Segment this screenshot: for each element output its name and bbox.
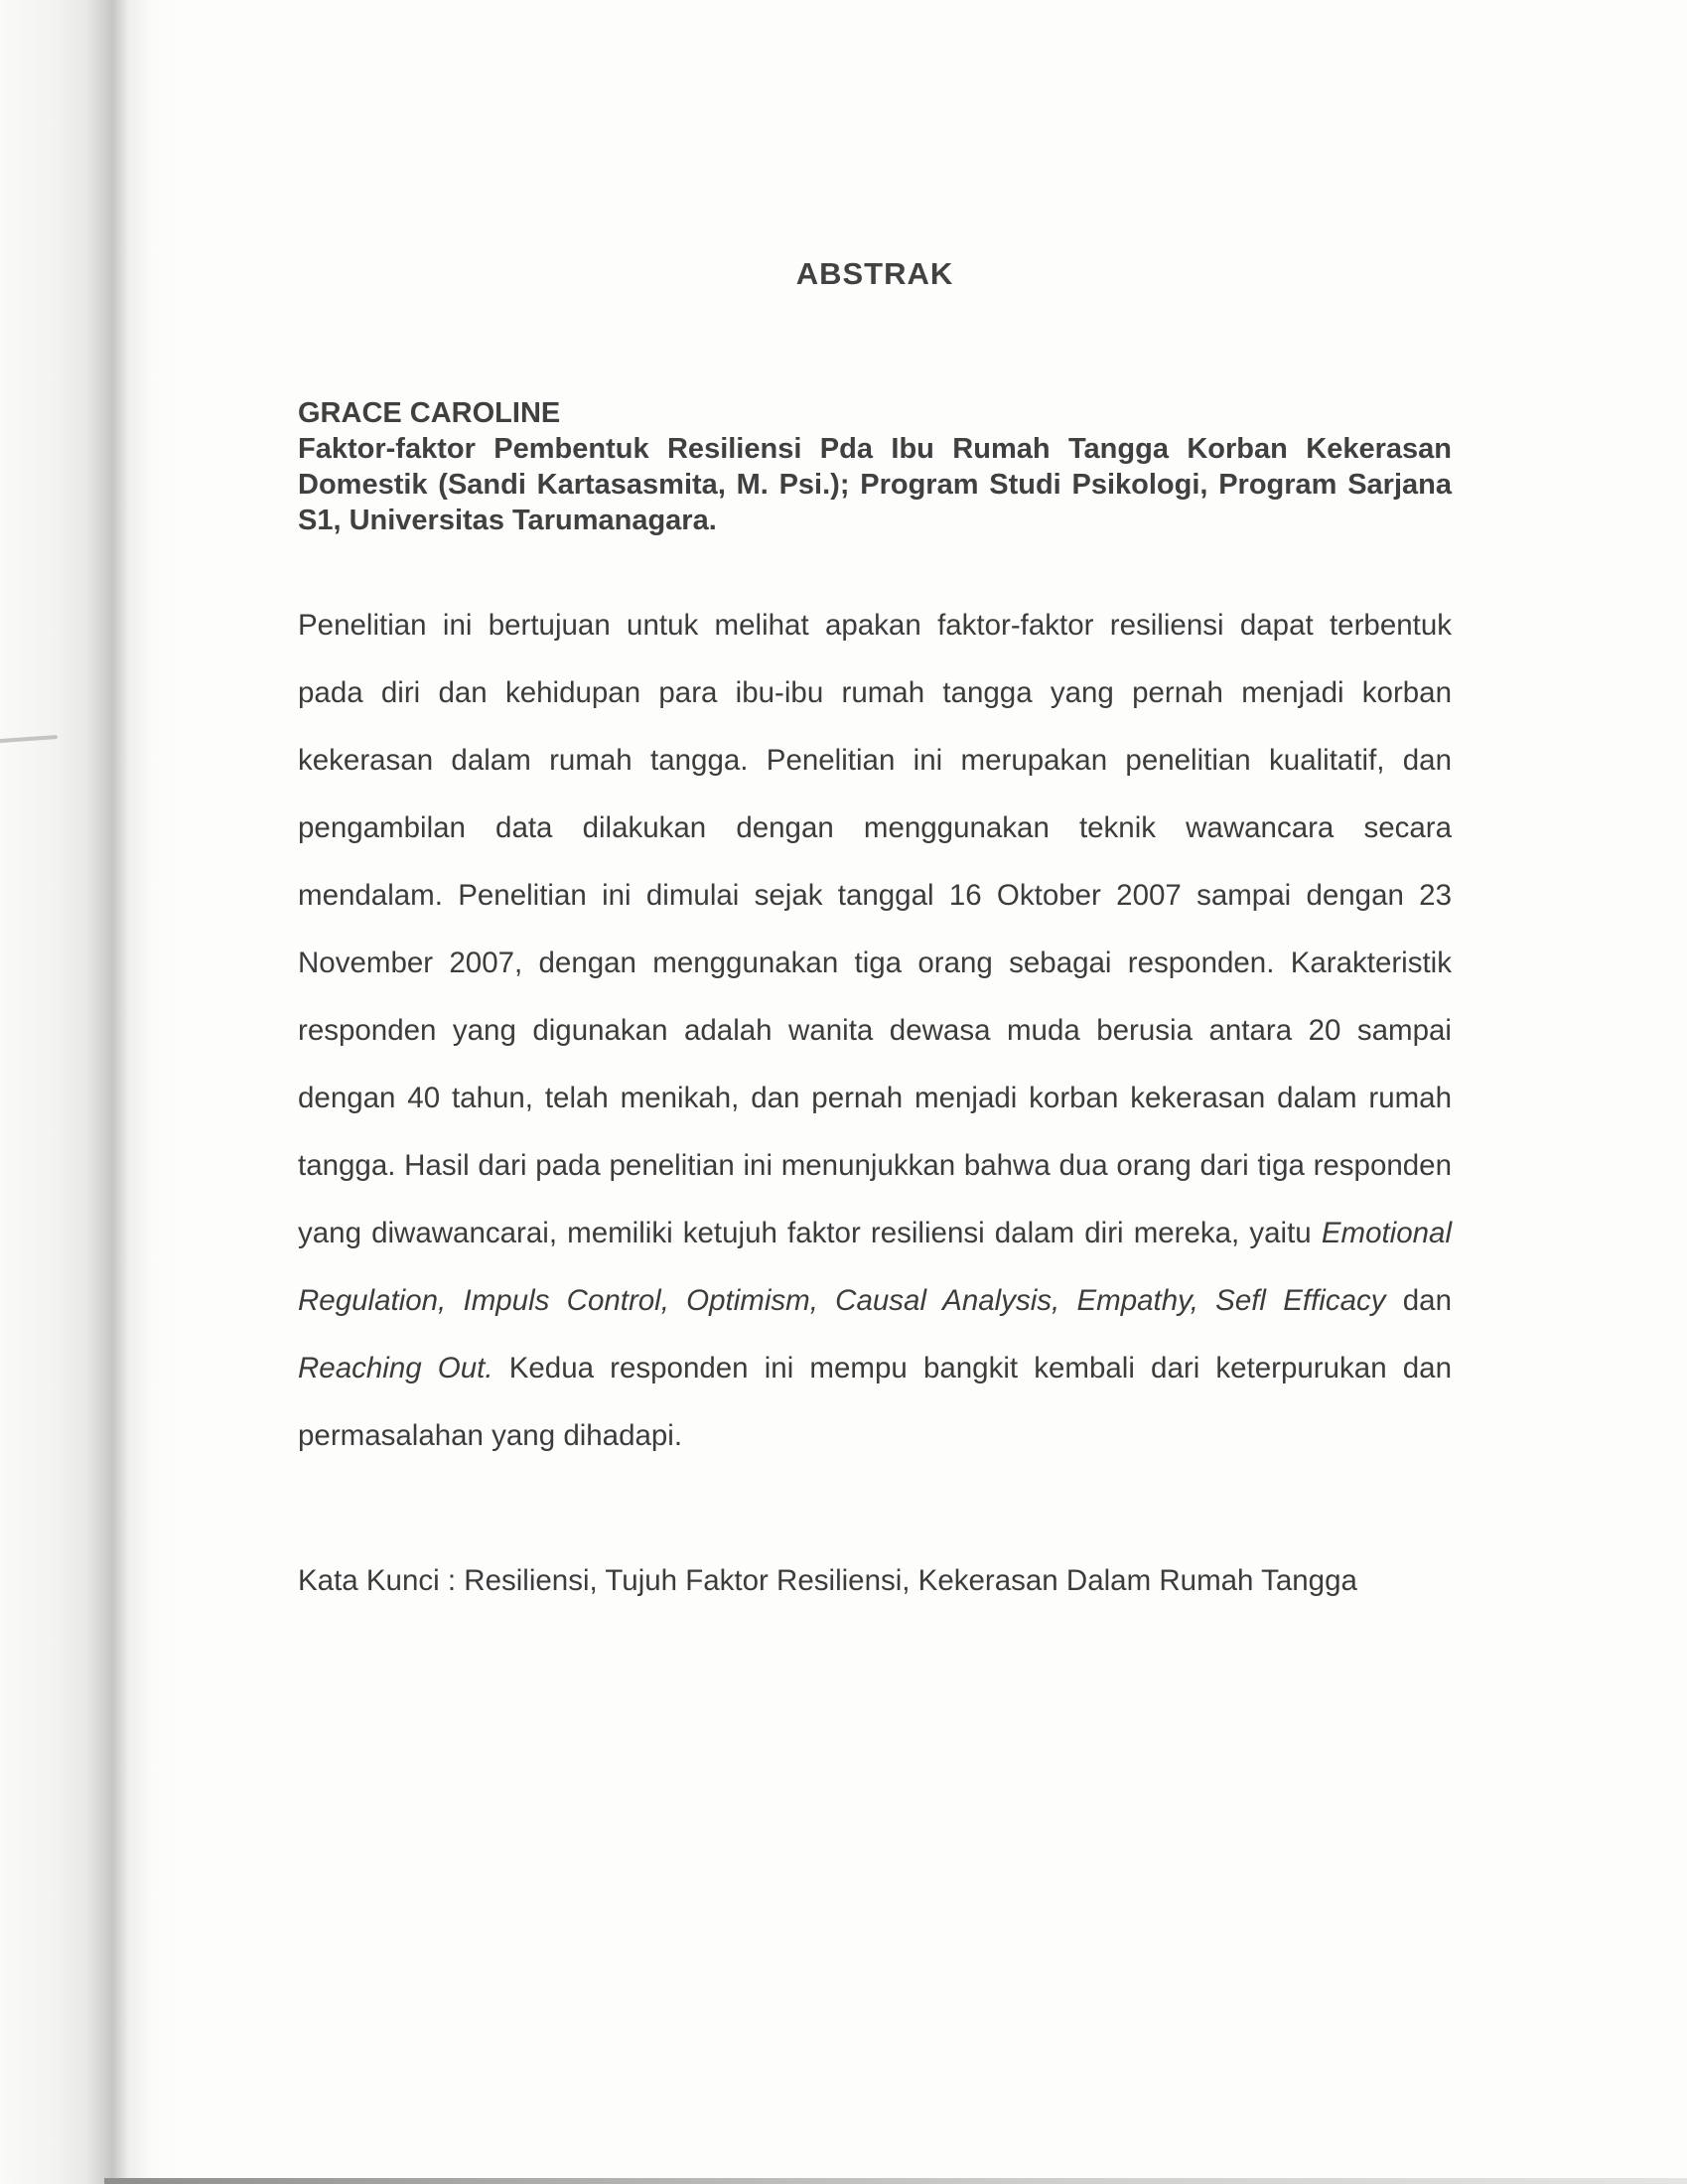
- text-segment: S1, Universitas Tarumanagara.: [298, 505, 717, 536]
- author-affiliation: [298, 431, 1452, 538]
- text-line: [298, 503, 1452, 538]
- text-segment: mendalam. Penelitian ini dimulai sejak tanggal 16 Oktober 2007 sampai dengan 23: [298, 879, 1452, 912]
- italic-text-segment: Emotional: [1321, 1217, 1452, 1249]
- italic-text-segment: Reaching Out.: [298, 1352, 493, 1384]
- author-block: [298, 395, 1452, 538]
- italic-text-segment: Regulation, Impuls Control, Optimism, Causal Analysis, Empathy, Sefl Efficacy: [298, 1284, 1386, 1317]
- text-segment: dengan 40 tahun, telah menikah, dan pernah menjadi korban kekerasan dalam rumah: [298, 1082, 1452, 1114]
- author-name: GRACE CAROLINE: [298, 397, 561, 429]
- text-segment: kekerasan dalam rumah tangga. Penelitian ini merupakan penelitian kualitatif, dan: [298, 744, 1452, 777]
- text-segment: pengambilan data dilakukan dengan menggunakan teknik wawancara secara: [298, 811, 1452, 844]
- scan-bottom-edge: [104, 2178, 1687, 2184]
- text-segment: November 2007, dengan menggunakan tiga orang sebagai responden. Karakteristik: [298, 946, 1452, 979]
- text-line: [298, 1065, 1452, 1132]
- text-segment: permasalahan yang dihadapi.: [298, 1419, 683, 1452]
- text-line: [298, 659, 1452, 727]
- scan-left-edge-shadow: [0, 0, 179, 2184]
- abstract-paragraph: [298, 592, 1452, 1470]
- text-segment: pada diri dan kehidupan para ibu-ibu rumah tangga yang pernah menjadi korban: [298, 676, 1452, 709]
- text-line: [298, 1267, 1452, 1335]
- text-line: [298, 862, 1452, 930]
- text-line: [298, 997, 1452, 1065]
- text-line: [298, 592, 1452, 659]
- keywords-line: Kata Kunci : Resiliensi, Tujuh Faktor Resiliensi, Kekerasan Dalam Rumah Tangga: [298, 1564, 1357, 1597]
- text-line: [298, 467, 1452, 503]
- text-line: [298, 795, 1452, 862]
- text-segment: dan: [1385, 1284, 1452, 1317]
- text-segment: Kedua responden ini mempu bangkit kembali dari keterpurukan dan: [492, 1352, 1452, 1384]
- page-title: ABSTRAK: [795, 256, 954, 291]
- text-segment: yang diwawancarai, memiliki ketujuh faktor resiliensi dalam diri mereka, yaitu: [298, 1217, 1322, 1249]
- text-line: [298, 1200, 1452, 1267]
- text-segment: tangga. Hasil dari pada penelitian ini menunjukkan bahwa dua orang dari tiga responden: [298, 1149, 1452, 1182]
- text-line: [298, 1335, 1452, 1402]
- text-segment: responden yang digunakan adalah wanita dewasa muda berusia antara 20 sampai: [298, 1014, 1452, 1047]
- text-line: [298, 727, 1452, 795]
- text-line: [298, 1132, 1452, 1200]
- text-segment: Domestik (Sandi Kartasasmita, M. Psi.); Program Studi Psikologi, Program Sarjana: [298, 469, 1452, 501]
- text-segment: Penelitian ini bertujuan untuk melihat apakan faktor-faktor resiliensi dapat terbentuk: [298, 609, 1452, 642]
- text-line: [298, 431, 1452, 467]
- text-segment: Faktor-faktor Pembentuk Resiliensi Pda Ibu Rumah Tangga Korban Kekerasan: [298, 433, 1452, 465]
- text-line: [298, 1402, 1452, 1470]
- text-line: [298, 930, 1452, 997]
